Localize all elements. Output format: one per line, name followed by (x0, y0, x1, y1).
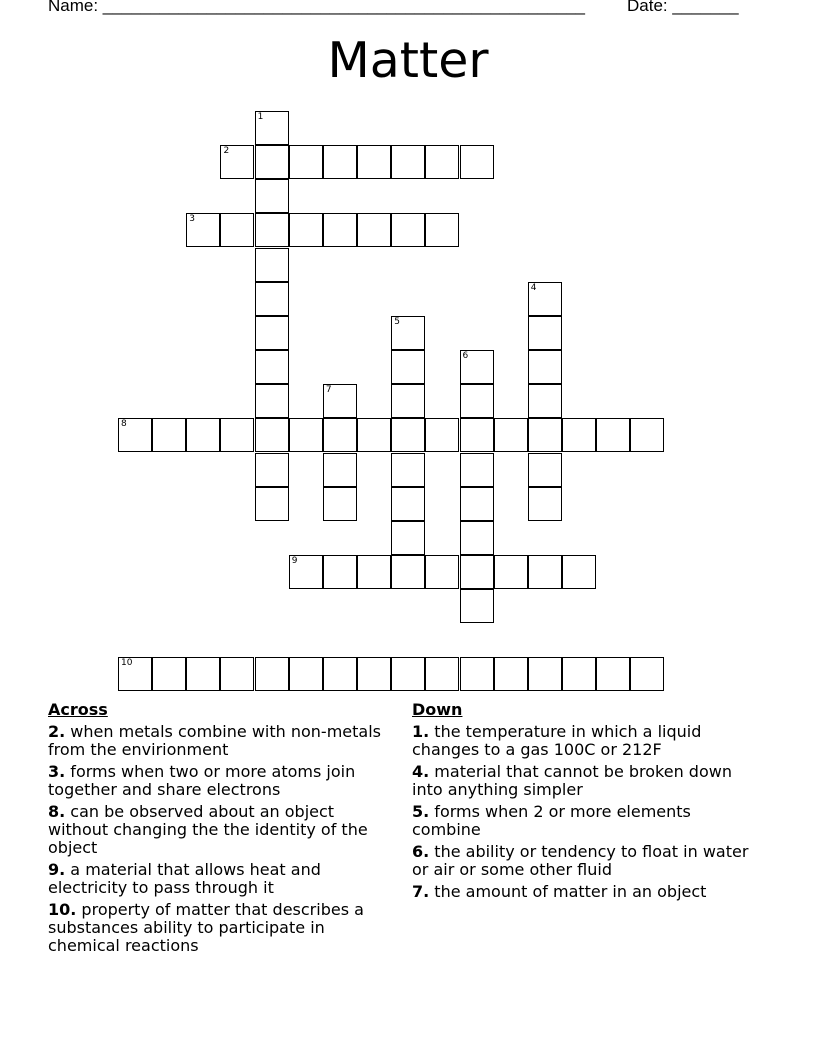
clue-number-label: 4. (412, 762, 430, 781)
clue-number: 10 (121, 658, 133, 669)
clue-number: 9 (291, 555, 298, 566)
grid-cell[interactable] (494, 657, 528, 691)
clue-text: the temperature in which a liquid changes to a gas 100C or 212F (412, 722, 702, 759)
grid-cell[interactable] (255, 418, 289, 452)
grid-cell[interactable] (425, 555, 459, 589)
clue-text: the amount of matter in an object (429, 882, 707, 901)
across-clues (48, 700, 388, 959)
grid-cell[interactable] (255, 316, 289, 350)
down-heading: Down (412, 700, 463, 719)
date-field-label[interactable]: Date: _______ (627, 0, 739, 15)
clue-number-label: 3. (48, 762, 66, 781)
grid-cell[interactable] (528, 282, 562, 316)
grid-cell[interactable] (255, 111, 289, 145)
grid-cell[interactable] (460, 418, 494, 452)
grid-cell[interactable] (255, 487, 289, 521)
grid-cell[interactable] (289, 418, 323, 452)
grid-cell[interactable] (391, 453, 425, 487)
clue-text: forms when two or more atoms join together and share electrons (48, 762, 356, 799)
grid-cell[interactable] (323, 487, 357, 521)
grid-cell[interactable] (357, 555, 391, 589)
clue-number: 4 (530, 282, 537, 293)
clue-number-label: 9. (48, 860, 66, 879)
clue-text: forms when 2 or more elements combine (412, 802, 691, 839)
grid-cell[interactable] (460, 384, 494, 418)
grid-cell[interactable] (118, 418, 152, 452)
clue-text: the ability or tendency to float in water or air or some other fluid (412, 842, 749, 879)
grid-cell[interactable] (186, 657, 220, 691)
grid-cell[interactable] (528, 384, 562, 418)
grid-cell[interactable] (255, 145, 289, 179)
down-clue (412, 763, 752, 799)
grid-cell[interactable] (596, 418, 630, 452)
grid-cell[interactable] (152, 657, 186, 691)
clue-text: when metals combine with non-metals from the envirionment (48, 722, 381, 759)
page-title: Matter (327, 32, 489, 89)
clue-text: a material that allows heat and electricity to pass through it (48, 860, 321, 897)
grid-cell[interactable] (391, 521, 425, 555)
grid-cell[interactable] (255, 453, 289, 487)
clue-number: 5 (394, 316, 400, 327)
grid-cell[interactable] (528, 418, 562, 452)
grid-cell[interactable] (289, 657, 323, 691)
grid-cell[interactable] (596, 657, 630, 691)
grid-cell[interactable] (528, 487, 562, 521)
across-clue (48, 861, 388, 897)
grid-cell[interactable] (460, 145, 494, 179)
across-heading: Across (48, 700, 108, 719)
grid-cell[interactable] (152, 418, 186, 452)
grid-cell[interactable] (357, 145, 391, 179)
grid-cell[interactable] (528, 453, 562, 487)
clue-number: 6 (462, 351, 469, 362)
grid-cell[interactable] (289, 213, 323, 247)
grid-cell[interactable] (186, 418, 220, 452)
grid-cell[interactable] (323, 418, 357, 452)
grid-cell[interactable] (220, 145, 254, 179)
clue-number-label: 7. (412, 882, 430, 901)
grid-cell[interactable] (562, 657, 596, 691)
grid-cell[interactable] (118, 657, 152, 691)
grid-cell[interactable] (562, 418, 596, 452)
down-clues (412, 700, 752, 905)
grid-cell[interactable] (528, 316, 562, 350)
down-clue (412, 883, 752, 901)
grid-cell[interactable] (460, 453, 494, 487)
clue-text: material that cannot be broken down into anything simpler (412, 762, 732, 799)
clue-number-label: 1. (412, 722, 430, 741)
grid-cell[interactable] (630, 418, 664, 452)
grid-cell[interactable] (391, 384, 425, 418)
grid-cell[interactable] (425, 418, 459, 452)
grid-cell[interactable] (494, 555, 528, 589)
grid-cell[interactable] (460, 521, 494, 555)
grid-cell[interactable] (460, 555, 494, 589)
clue-number-label: 6. (412, 842, 430, 861)
grid-cell[interactable] (323, 657, 357, 691)
grid-cell[interactable] (425, 213, 459, 247)
grid-cell[interactable] (220, 213, 254, 247)
clue-number: 3 (189, 214, 196, 225)
grid-cell[interactable] (289, 145, 323, 179)
down-clue (412, 803, 752, 839)
across-clue (48, 763, 388, 799)
grid-cell[interactable] (255, 350, 289, 384)
grid-cell[interactable] (357, 213, 391, 247)
grid-cell[interactable] (220, 657, 254, 691)
grid-cell[interactable] (460, 350, 494, 384)
across-clue (48, 723, 388, 759)
grid-cell[interactable] (323, 213, 357, 247)
grid-cell[interactable] (357, 657, 391, 691)
grid-cell[interactable] (391, 487, 425, 521)
grid-cell[interactable] (391, 145, 425, 179)
clue-number-label: 5. (412, 802, 430, 821)
down-clue-list (412, 723, 752, 901)
grid-cell[interactable] (255, 384, 289, 418)
grid-cell[interactable] (186, 213, 220, 247)
grid-cell[interactable] (460, 589, 494, 623)
grid-cell[interactable] (562, 555, 596, 589)
clue-number: 8 (121, 419, 127, 430)
grid-cell[interactable] (391, 213, 425, 247)
grid-cell[interactable] (220, 418, 254, 452)
grid-cell[interactable] (460, 487, 494, 521)
grid-cell[interactable] (528, 555, 562, 589)
grid-cell[interactable] (323, 384, 357, 418)
grid-cell[interactable] (357, 418, 391, 452)
grid-cell[interactable] (425, 657, 459, 691)
grid-cell[interactable] (425, 145, 459, 179)
across-clue (48, 901, 388, 955)
across-clue (48, 803, 388, 857)
grid-cell[interactable] (391, 657, 425, 691)
clue-number-label: 2. (48, 722, 66, 741)
across-clue-list (48, 723, 388, 955)
header (0, 0, 816, 20)
clue-text: property of matter that describes a substances ability to participate in chemical reactions (48, 900, 364, 955)
clue-number: 2 (223, 146, 230, 157)
clue-text: can be observed about an object without changing the the identity of the object (48, 802, 368, 857)
grid-cell[interactable] (255, 179, 289, 213)
clue-number-label: 10. (48, 900, 77, 919)
grid-cell[interactable] (460, 657, 494, 691)
grid-cell[interactable] (255, 213, 289, 247)
grid-cell[interactable] (323, 555, 357, 589)
clue-number: 1 (257, 112, 264, 122)
grid-cell[interactable] (391, 555, 425, 589)
grid-cell[interactable] (630, 657, 664, 691)
down-clue (412, 723, 752, 759)
grid-cell[interactable] (391, 418, 425, 452)
grid-cell[interactable] (255, 657, 289, 691)
grid-cell[interactable] (289, 555, 323, 589)
grid-cell[interactable] (391, 350, 425, 384)
down-clue (412, 843, 752, 879)
grid-cell[interactable] (391, 316, 425, 350)
clue-number: 7 (325, 385, 332, 396)
grid-cell[interactable] (323, 453, 357, 487)
grid-cell[interactable] (528, 657, 562, 691)
grid-cell[interactable] (255, 282, 289, 316)
grid-cell[interactable] (323, 145, 357, 179)
grid-cell[interactable] (528, 350, 562, 384)
name-field-label[interactable]: Name: ___________________________________________________ (48, 0, 585, 15)
grid-cell[interactable] (255, 248, 289, 282)
grid-cell[interactable] (494, 418, 528, 452)
clue-number-label: 8. (48, 802, 66, 821)
